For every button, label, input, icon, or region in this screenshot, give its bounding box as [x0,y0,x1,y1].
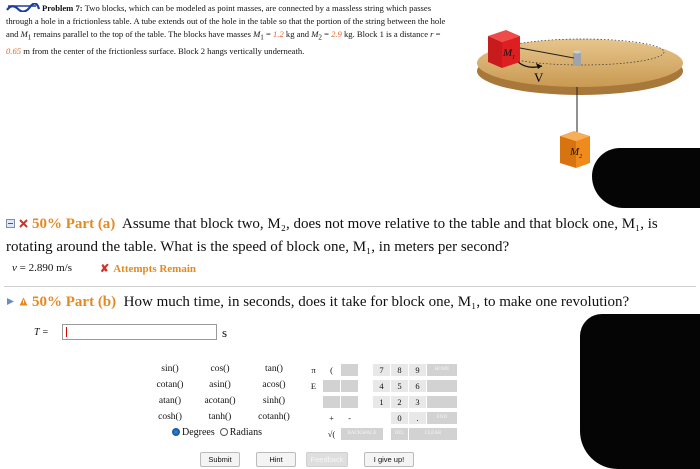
redaction-blob [592,148,700,208]
collapse-icon[interactable] [6,219,15,228]
calc-blank-key[interactable] [341,364,358,376]
calc-sin-button[interactable]: sin() [161,364,179,374]
problem-statement [6,2,446,59]
label-v: V [534,70,544,85]
calc-4-button[interactable]: 4 [373,380,390,392]
problem-title: Problem 7: [42,3,83,13]
attempts-remain-label: ✘ Attempts Remain [100,263,197,275]
calc-blank-key[interactable] [427,396,457,408]
calc-2-button[interactable]: 2 [391,396,408,408]
calc-backspace-button[interactable]: BACKSPACE [341,428,383,440]
calc-tanh-button[interactable]: tanh() [208,412,232,422]
calc-pi-button[interactable]: π [311,365,316,375]
degrees-label: Degrees [182,427,215,438]
degrees-radio[interactable] [172,428,180,436]
calc-asin-button[interactable]: asin() [209,380,231,390]
calc-5-button[interactable]: 5 [391,380,408,392]
feedback-button[interactable]: Feedback [306,452,348,467]
x-icon: ✘ [100,263,110,275]
part-a-question [6,213,696,259]
calc-cosh-button[interactable]: cosh() [158,412,182,422]
part-a-text: Assume that block two, M₂, does not move relative to the table and that block one, M₁, is rotating around the table. What is the speed of block one, M₁, in meters per second? [6,216,658,255]
calc-del-button[interactable]: DEL [391,428,408,440]
calc-acotan-button[interactable]: acotan() [204,396,236,406]
calc-0-button[interactable]: 0 [391,412,408,424]
calc-plus-button[interactable]: + [329,413,334,423]
part-b-question [6,292,696,312]
part-a-answer: v = 2.890 m/s [12,262,72,274]
calc-home-button[interactable]: HOME [427,364,457,376]
calc-cotanh-button[interactable]: cotanh() [258,412,290,422]
calc-cos-button[interactable]: cos() [210,364,230,374]
hint-button[interactable]: Hint [256,452,296,467]
calc-7-button[interactable]: 7 [373,364,390,376]
calc-clear-button[interactable]: CLEAR [409,428,457,440]
submit-button[interactable]: Submit [200,452,240,467]
calc-blank-key[interactable] [341,380,358,392]
give-up-button[interactable]: I give up! [364,452,414,467]
unit-label: s [222,325,228,340]
calc-decimal-button[interactable]: . [409,412,426,424]
calc-minus-button[interactable]: - [348,413,351,423]
part-b-text: How much time, in seconds, does it take for block one, M₁, to make one revolution? [123,294,630,310]
calc-9-button[interactable]: 9 [409,364,426,376]
calc-6-button[interactable]: 6 [409,380,426,392]
tube-icon [573,52,581,66]
calc-e-button[interactable]: E [310,381,317,391]
calc-sinh-button[interactable]: sinh() [262,396,286,406]
expand-arrow-icon[interactable] [6,297,15,306]
label-m1: $M_1$ [503,47,516,61]
answer-input[interactable] [62,324,217,340]
part-a-percent: 50% Part (a) [32,216,116,232]
calc-blank-key[interactable] [427,380,457,392]
m1-value: 1.2 [273,29,284,40]
calc-3-button[interactable]: 3 [409,396,426,408]
problem-text: Two blocks, which can be modeled as point masses, are connected by a massless string which passes through a hole in a frictionless table. A tube extends out of the hole in the table so that the portion of the string between the hole and $M_1$ remains parallel to the top of the table. The blocks have masses $M_1 = 1.2$ kg and $M_2 = 2.9$ kg. Block 1 is a distance r = 0.65 m from the center of the frictionless surface. Block 2 hangs vertically underneath. [6,3,446,57]
calc-8-button[interactable]: 8 [391,364,408,376]
calc-blank-key[interactable] [323,380,340,392]
r-value: 0.65 [6,46,22,57]
label-m2: $M_2$ [570,146,583,160]
calc-blank-key[interactable] [341,396,358,408]
calc-atan-button[interactable]: atan() [158,396,182,406]
section-divider [4,286,696,287]
radians-radio[interactable] [220,428,228,436]
calc-1-button[interactable]: 1 [373,396,390,408]
calc-tan-button[interactable]: tan() [265,364,283,374]
calc-open-paren-button[interactable]: ( [330,365,333,375]
radians-label: Radians [229,427,262,438]
m2-value: 2.9 [331,29,342,40]
calc-blank-key[interactable] [323,396,340,408]
angle-mode-selector [172,427,262,438]
calc-end-button[interactable]: END [427,412,457,424]
scribble-mark-icon [6,3,40,12]
calc-cotan-button[interactable]: cotan() [156,380,184,390]
answer-label: T = [34,327,49,338]
warning-icon [19,297,28,306]
incorrect-x-icon [19,219,28,228]
calc-acos-button[interactable]: acos() [262,380,286,390]
redaction-blob [580,314,700,469]
part-b-percent: 50% Part (b) [32,294,117,310]
calc-sqrt-button[interactable]: √( [327,429,336,439]
